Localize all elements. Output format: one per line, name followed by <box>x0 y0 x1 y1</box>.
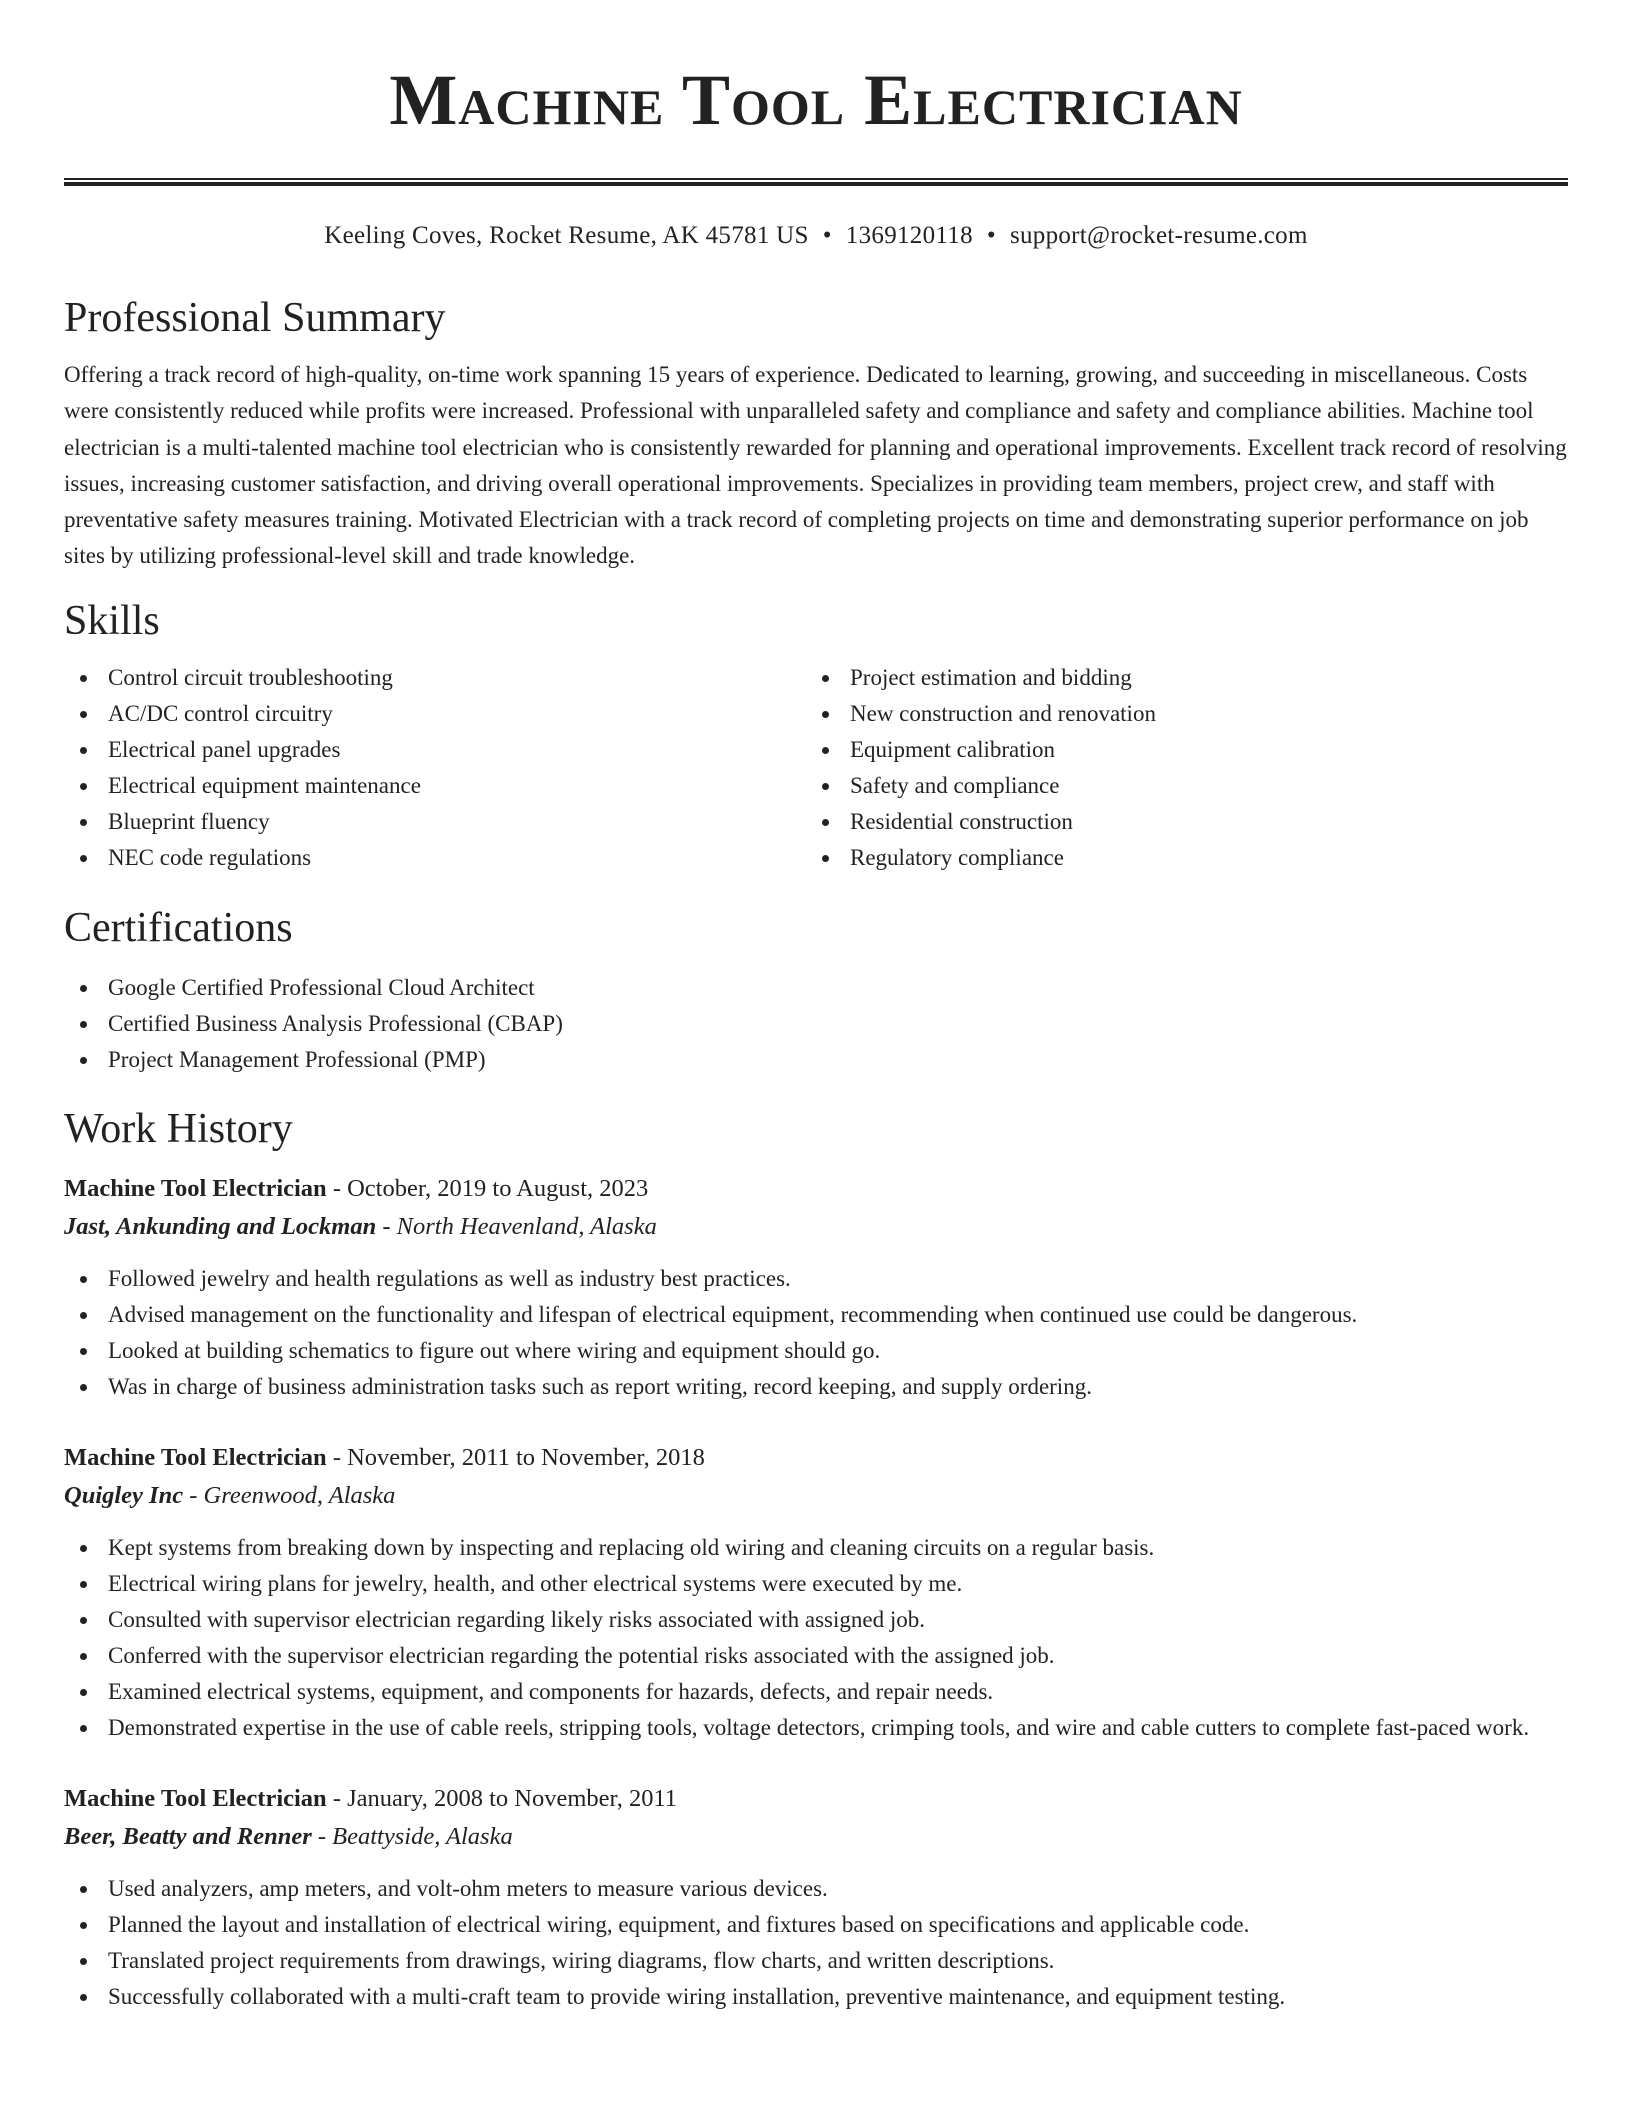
job-duty: Was in charge of business administration tasks such as report writing, record keeping, and supply ordering. <box>64 1369 1568 1405</box>
job-duty: Conferred with the supervisor electrician regarding the potential risks associated with the assigned job. <box>64 1638 1568 1674</box>
job-header: Machine Tool Electrician - November, 2011 to November, 2018 <box>64 1443 705 1471</box>
job-duty: Followed jewelry and health regulations as well as industry best practices. <box>64 1261 1568 1297</box>
job-employer: Jast, Ankunding and Lockman - North Heavenland, Alaska <box>64 1212 657 1240</box>
job-duty: Consulted with supervisor electrician regarding likely risks associated with assigned job. <box>64 1602 1568 1638</box>
job-duty: Looked at building schematics to figure out where wiring and equipment should go. <box>64 1333 1568 1369</box>
job-header: Machine Tool Electrician - October, 2019 to August, 2023 <box>64 1174 649 1202</box>
job-duties <box>64 1530 1568 1746</box>
skill-item: Residential construction <box>806 804 1548 840</box>
certification-item: Google Certified Professional Cloud Architect <box>64 970 1568 1006</box>
job-duties <box>64 1261 1568 1405</box>
certification-item: Project Management Professional (PMP) <box>64 1042 1568 1078</box>
job-duty: Demonstrated expertise in the use of cable reels, stripping tools, voltage detectors, crimping tools, and wire and cable cutters to complete fast-paced work. <box>64 1710 1568 1746</box>
skill-item: Electrical panel upgrades <box>64 732 806 768</box>
header-divider <box>64 178 1568 186</box>
skill-item: Safety and compliance <box>806 768 1548 804</box>
job-duty: Successfully collaborated with a multi-craft team to provide wiring installation, preventive maintenance, and equipment testing. <box>64 1979 1568 2015</box>
job-duty: Examined electrical systems, equipment, and components for hazards, defects, and repair needs. <box>64 1674 1568 1710</box>
job-role: Machine Tool Electrician <box>64 1443 327 1471</box>
skill-item: Equipment calibration <box>806 732 1548 768</box>
job-company: Quigley Inc <box>64 1481 184 1509</box>
job-duty: Electrical wiring plans for jewelry, health, and other electrical systems were executed by me. <box>64 1566 1568 1602</box>
job-dates: October, 2019 to August, 2023 <box>347 1174 649 1202</box>
candidate-name: Machine Tool Electrician <box>389 60 1243 140</box>
section-title-work-history: Work History <box>64 1105 293 1152</box>
skill-item: Blueprint fluency <box>64 804 806 840</box>
job-employer: Quigley Inc - Greenwood, Alaska <box>64 1481 396 1509</box>
job-entry <box>64 1439 1568 1746</box>
job-duty: Used analyzers, amp meters, and volt-ohm meters to measure various devices. <box>64 1871 1568 1907</box>
job-role: Machine Tool Electrician <box>64 1784 327 1812</box>
section-title-summary: Professional Summary <box>64 295 446 341</box>
job-header: Machine Tool Electrician - January, 2008 to November, 2011 <box>64 1784 678 1812</box>
skill-item: Control circuit troubleshooting <box>64 660 806 696</box>
skill-item: Project estimation and bidding <box>806 660 1548 696</box>
job-employer: Beer, Beatty and Renner - Beattyside, Alaska <box>64 1822 513 1850</box>
contact-line <box>64 221 1568 251</box>
job-location: Beattyside, Alaska <box>332 1822 513 1850</box>
job-location: Greenwood, Alaska <box>203 1481 396 1509</box>
job-duty: Translated project requirements from drawings, wiring diagrams, flow charts, and written descriptions. <box>64 1943 1568 1979</box>
certification-item: Certified Business Analysis Professional (CBAP) <box>64 1006 1568 1042</box>
job-company: Beer, Beatty and Renner <box>64 1822 312 1850</box>
certification-list <box>64 970 1568 1078</box>
section-title-certifications: Certifications <box>64 904 293 951</box>
skill-item: New construction and renovation <box>806 696 1548 732</box>
skills-grid <box>64 660 1568 876</box>
skills-column-left <box>64 660 806 876</box>
section-title-skills: Skills <box>64 597 160 644</box>
skill-item: Regulatory compliance <box>806 840 1548 876</box>
contact-separator: • <box>986 222 996 249</box>
job-duty: Kept systems from breaking down by inspecting and replacing old wiring and cleaning circuits on a regular basis. <box>64 1530 1568 1566</box>
job-role: Machine Tool Electrician <box>64 1174 327 1202</box>
job-entry <box>64 1170 1568 1405</box>
skill-item: AC/DC control circuitry <box>64 696 806 732</box>
contact-phone: 1369120118 <box>845 222 973 249</box>
job-duty: Advised management on the functionality and lifespan of electrical equipment, recommending when continued use could be dangerous. <box>64 1297 1568 1333</box>
contact-separator: • <box>822 222 832 249</box>
job-duty: Planned the layout and installation of electrical wiring, equipment, and fixtures based on specifications and applicable code. <box>64 1907 1568 1943</box>
skill-item: NEC code regulations <box>64 840 806 876</box>
skills-column-right <box>806 660 1548 876</box>
job-duties <box>64 1871 1568 2015</box>
contact-email[interactable]: support@rocket-resume.com <box>1009 222 1308 249</box>
job-location: North Heavenland, Alaska <box>396 1212 657 1240</box>
job-dates: November, 2011 to November, 2018 <box>347 1443 705 1471</box>
contact-address: Keeling Coves, Rocket Resume, AK 45781 US <box>324 222 809 249</box>
skill-item: Electrical equipment maintenance <box>64 768 806 804</box>
job-entry <box>64 1780 1568 2015</box>
job-company: Jast, Ankunding and Lockman <box>64 1212 377 1240</box>
job-dates: January, 2008 to November, 2011 <box>347 1784 678 1812</box>
summary-text: Offering a track record of high-quality, on-time work spanning 15 years of experience. Dedicated to learning, growing, and succeeding in miscellaneous. Costs were consistently reduced while profits were increased. Professional with unparalleled safety and compliance and safety and compliance abilities. Machine tool electrician is a multi-talented machine tool electrician who is consistently rewarded for planning and operational improvements. Excellent track record of resolving issues, increasing customer satisfaction, and driving overall operational improvements. Specializes in providing team members, project crew, and staff with preventative safety measures training. Motivated Electrician with a track record of completing projects on time and demonstrating superior performance on job sites by utilizing professional-level skill and trade knowledge. <box>64 362 1567 569</box>
